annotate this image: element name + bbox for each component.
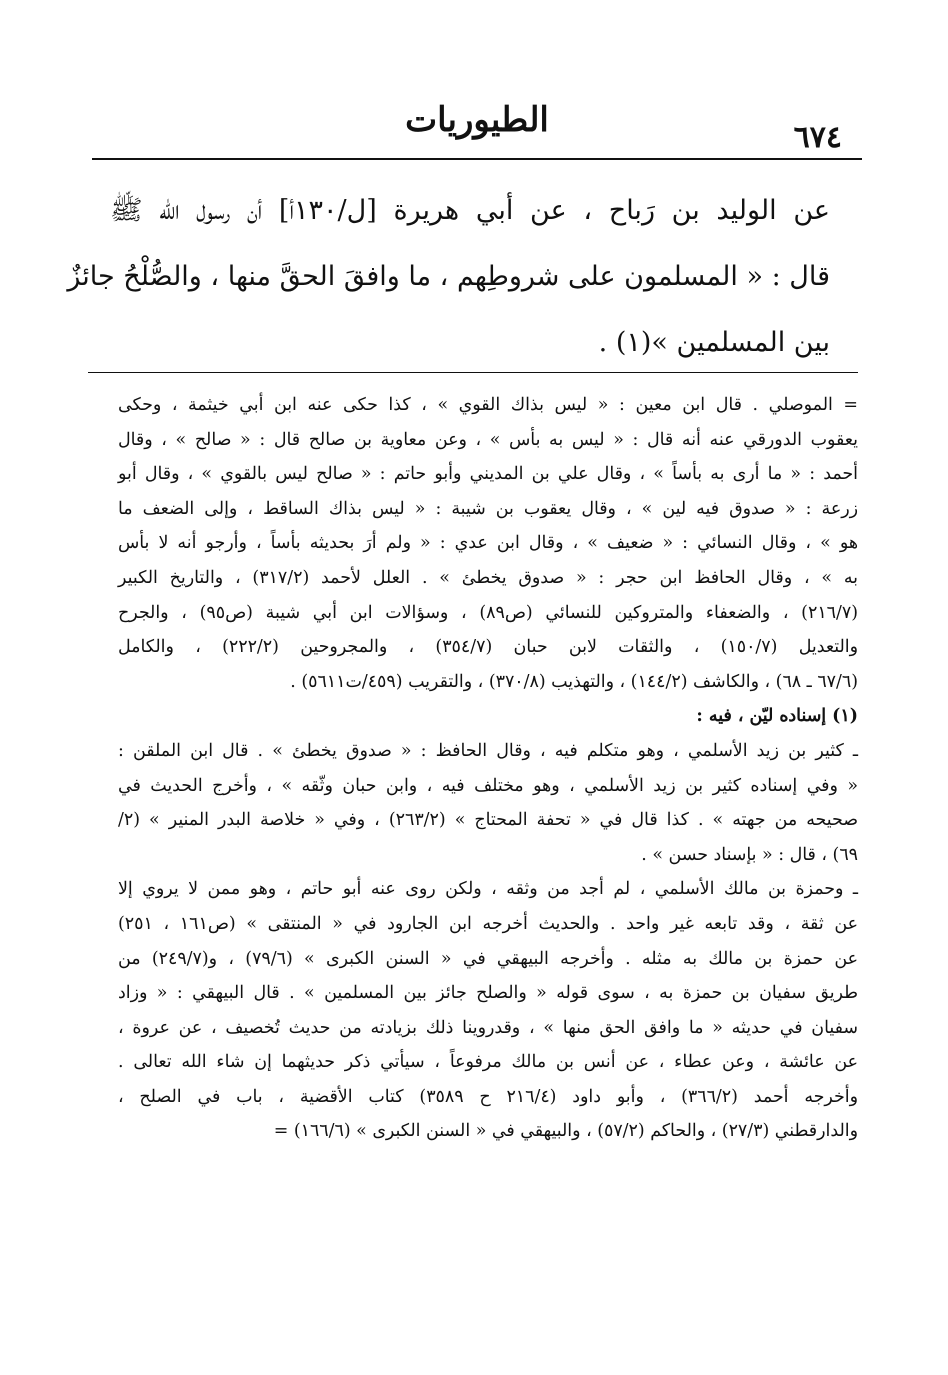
footnote-line: ـ كثير بن زيد الأسلمي ، وهو متكلم فيه ، وقال الحافظ : « صدوق يخطئ » . قال ابن الملقن : <box>118 740 858 761</box>
main-text-line: بين المسلمين »(١) . <box>598 327 830 358</box>
footnote-line: = الموصلي . قال ابن معين : « ليس بذاك القوي » ، كذا حكى عنه ابن أبي خيثمة ، وحكى <box>118 395 858 415</box>
footnote-line: (٦٧/٦ ـ ٦٨) ، والكاشف (١٤٤/٢) ، والتهذيب (٣٧٠/٨) ، والتقريب (٤٥٩/ت٥٦١١) . <box>290 671 858 692</box>
footnote-line: هو » ، وقال النسائي : « ضعيف » ، وقال ابن عدي : « ولم أرَ بحديثه بأساً ، وأرجو أنه لا بأس <box>118 533 858 554</box>
footnote-separator <box>88 372 858 373</box>
footnote-line: طريق سفيان بن حمزة به ، سوى قوله « والصلح جائز بين المسلمين » . قال البيهقي : « وزاد <box>118 983 858 1004</box>
footnote-line: زرعة : « صدوق فيه لين » ، وقال يعقوب بن شيبة : « ليس بذاك الساقط ، وإلى الضعف ما <box>118 498 858 519</box>
footnote-line: والتعديل (١٥٠/٧) ، والثقات لابن حبان (٣٥٤/٧) ، والمجروحين (٢٢٢/٢) ، والكامل <box>118 637 859 658</box>
footnote-line: عن حمزة بن مالك به مثله . وأخرجه البيهقي في « السنن الكبرى » (٧٩/٦) ، و(٢٤٩/٧) من <box>118 948 859 969</box>
footnote-line: ٦٩) ، قال : « بإسناد حسن » . <box>641 844 858 865</box>
footnote-line: سفيان في حديثه « ما وافق الحق منها » ، وقدروينا ذلك بزيادته من حديث تُخصيف ، عن عروة ، <box>118 1017 858 1038</box>
footnote-line: ـ وحمزة بن مالك الأسلمي ، لم أجد من وثقه ، ولكن روى عنه أبو حاتم ، وهو ممن لا يروي إلا <box>118 879 858 900</box>
footnote-line: والدارقطني (٢٧/٣) ، والحاكم (٥٧/٢) ، والبيهقي في « السنن الكبرى » (١٦٦/٦) = <box>273 1121 858 1142</box>
footnote-line: به » ، وقال الحافظ ابن حجر : « صدوق يخطئ » . العلل لأحمد (٣١٧/٢) ، والتاريخ الكبير <box>118 567 858 588</box>
footnote-line: يعقوب الدورقي عنه أنه قال : « ليس به بأس » ، وعن معاوية بن صالح قال : « صالح » ، وقال <box>118 429 858 450</box>
footnote-line: عن ثقة ، وقد تابعه غير واحد . والحديث أخرجه ابن الجارود في « المنتقى » (ص١٦١ ، ٢٥١) <box>118 913 858 934</box>
footnote-line: (٢١٦/٧) ، والضعفاء والمتروكين للنسائي (ص٨٩) ، وسؤالات ابن أبي شيبة (ص٩٥) ، والجرح <box>118 602 859 623</box>
footnotes <box>118 388 858 1149</box>
page-header <box>92 98 862 160</box>
page-number: ٦٧٤ <box>793 120 842 155</box>
footnote-line: وأخرجه أحمد (٣٦٦/٢) ، وأبو داود (٢١٦/٤ ح ٣٥٨٩) كتاب الأقضية ، باب في الصلح ، <box>118 1086 858 1107</box>
footnote-line: « وفي إسناده كثير بن زيد الأسلمي ، وهو مختلف فيه ، وابن حبان وثّقه » ، وأخرج الحديث في <box>118 775 858 796</box>
footnote-line: عن عائشة ، وعن عطاء ، عن أنس بن مالك مرفوعاً ، سيأتي ذكر حديثهما إن شاء الله تعالى . <box>118 1052 858 1073</box>
footnote-line: صحيحه من جهته » . كذا قال في « تحفة المحتاج » (٢٦٣/٢) ، وفي « خلاصة البدر المنير » (٢/ <box>118 810 858 831</box>
running-title: الطيوريات <box>405 100 549 140</box>
main-text <box>67 178 830 376</box>
main-text-line: عن الوليد بن رَباح ، عن أبي هريرة [ل/١٣٠أ] أن رسول الله ﷺ <box>110 195 830 226</box>
footnote-heading: (١) إسناده ليّن ، فيه : <box>696 706 858 727</box>
main-text-line: قال : « المسلمون على شروطِهم ، ما وافقَ الحقَّ منها ، والصُّلْحُ جائزٌ <box>67 261 830 292</box>
footnote-line: أحمد : « ما أرى به بأساً » ، وقال علي بن المديني وأبو حاتم : « صالح ليس بالقوي » ، وقال أبو <box>118 464 858 485</box>
